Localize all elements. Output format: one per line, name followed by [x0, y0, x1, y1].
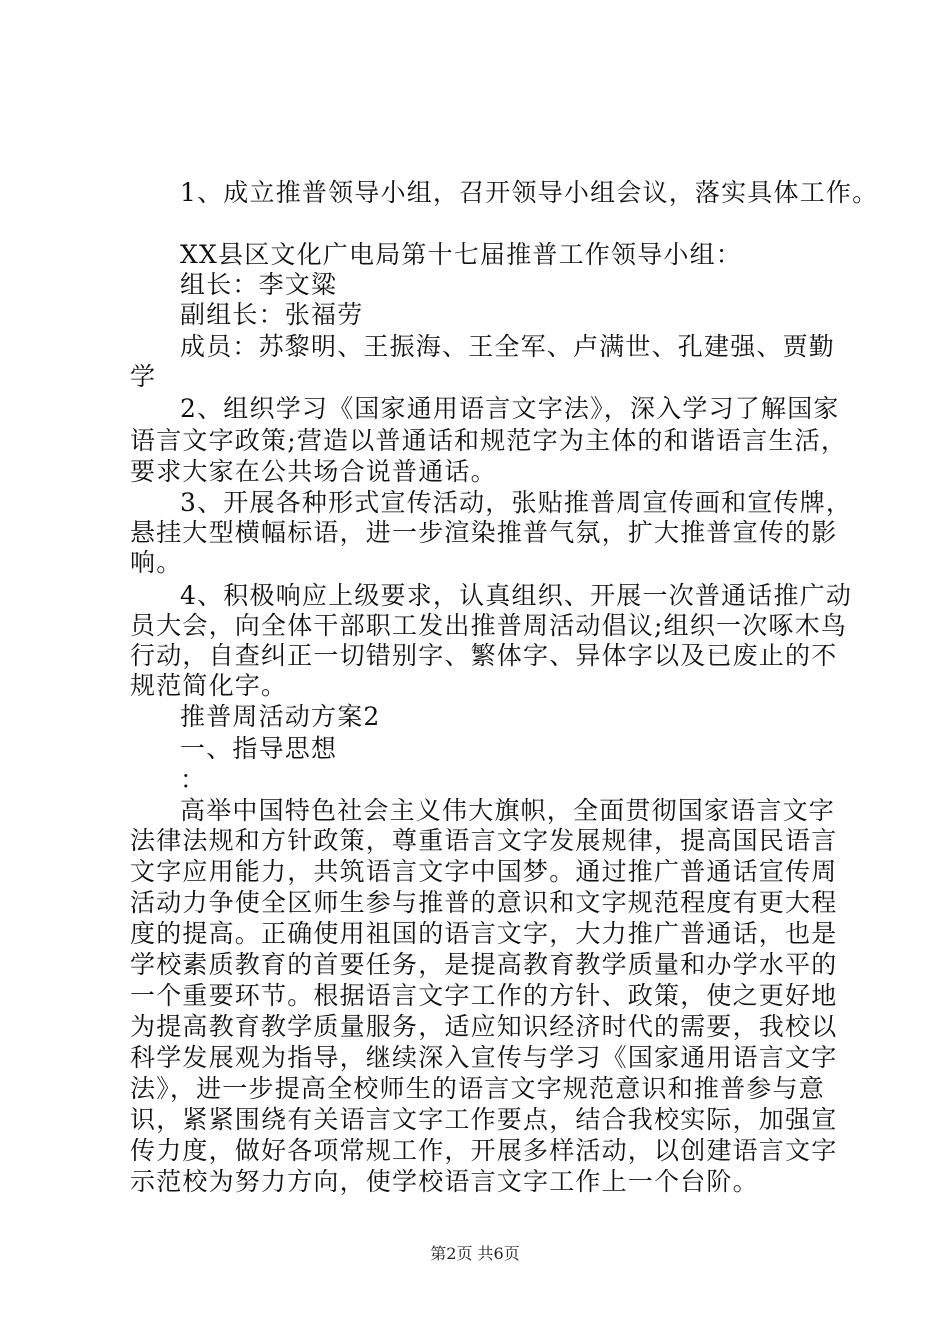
item-4-line: 员大会，向全体干部职工发出推普周活动倡议;组织一次啄木鸟 [130, 611, 848, 640]
group-title: XX县区文化广电局第十七届推普工作领导小组： [180, 240, 742, 269]
plan-2-title: 推普周活动方案2 [180, 702, 381, 731]
item-4-line: 行动，自查纠正一切错别字、繁体字、异体字以及已废止的不 [130, 641, 838, 670]
paragraph-line: 一个重要环节。根据语言文字工作的方针、政策，使之更好地 [130, 981, 838, 1010]
section-1-title: 一、指导思想 [180, 734, 338, 763]
paragraph-line: 示范校为努力方向，使学校语言文字工作上一个台阶。 [130, 1167, 759, 1196]
paragraph-line: 活动力争使全区师生参与推普的意识和文字规范程度有更大程 [130, 888, 838, 917]
colon-line: ： [180, 765, 207, 794]
deputy-leader-line: 副组长：张福劳 [180, 300, 364, 329]
paragraph-line: 度的提高。正确使用祖国的语言文字，大力推广普通话，也是 [130, 919, 838, 948]
paragraph-line: 学校素质教育的首要任务，是提高教育教学质量和办学水平的 [130, 950, 838, 979]
paragraph-line: 传力度，做好各项常规工作，开展多样活动，以创建语言文字 [130, 1136, 838, 1165]
item-3-line: 3、开展各种形式宣传活动，张贴推普周宣传画和宣传牌， [180, 488, 853, 517]
item-2-line: 2、组织学习《国家通用语言文字法》，深入学习了解国家 [180, 394, 840, 423]
page-number-footer: 第2页 共6页 [430, 1244, 520, 1263]
item-3-line: 响。 [130, 548, 183, 577]
members-line: 成员：苏黎明、王振海、王全军、卢满世、孔建强、贾勤 [180, 332, 836, 361]
item-3-line: 悬挂大型横幅标语，进一步渲染推普气氛，扩大推普宣传的影 [130, 518, 838, 547]
paragraph-line: 识，紧紧围绕有关语言文字工作要点，结合我校实际，加强宣 [130, 1105, 838, 1134]
item-4-line: 规范简化字。 [130, 671, 288, 700]
paragraph-line: 法律法规和方针政策，尊重语言文字发展规律，提高国民语言 [130, 826, 838, 855]
paragraph-line: 科学发展观为指导，继续深入宣传与学习《国家通用语言文字 [130, 1043, 838, 1072]
item-1: 1、成立推普领导小组，召开领导小组会议，落实具体工作。 [180, 178, 879, 207]
members-line-continued: 学 [130, 362, 157, 391]
leader-line: 组长：李文粱 [180, 270, 338, 299]
paragraph-line: 为提高教育教学质量服务，适应知识经济时代的需要，我校以 [130, 1012, 838, 1041]
paragraph-line: 法》，进一步提高全校师生的语言文字规范意识和推普参与意 [130, 1074, 825, 1103]
item-2-line: 要求大家在公共场合说普通话。 [130, 457, 497, 486]
item-2-line: 语言文字政策;营造以普通话和规范字为主体的和谐语言生活， [130, 426, 848, 455]
paragraph-line: 文字应用能力，共筑语言文字中国梦。通过推广普通话宣传周 [130, 857, 838, 886]
paragraph-line: 高举中国特色社会主义伟大旗帜，全面贯彻国家语言文字 [180, 796, 836, 825]
item-4-line: 4、积极响应上级要求，认真组织、开展一次普通话推广动 [180, 581, 853, 610]
